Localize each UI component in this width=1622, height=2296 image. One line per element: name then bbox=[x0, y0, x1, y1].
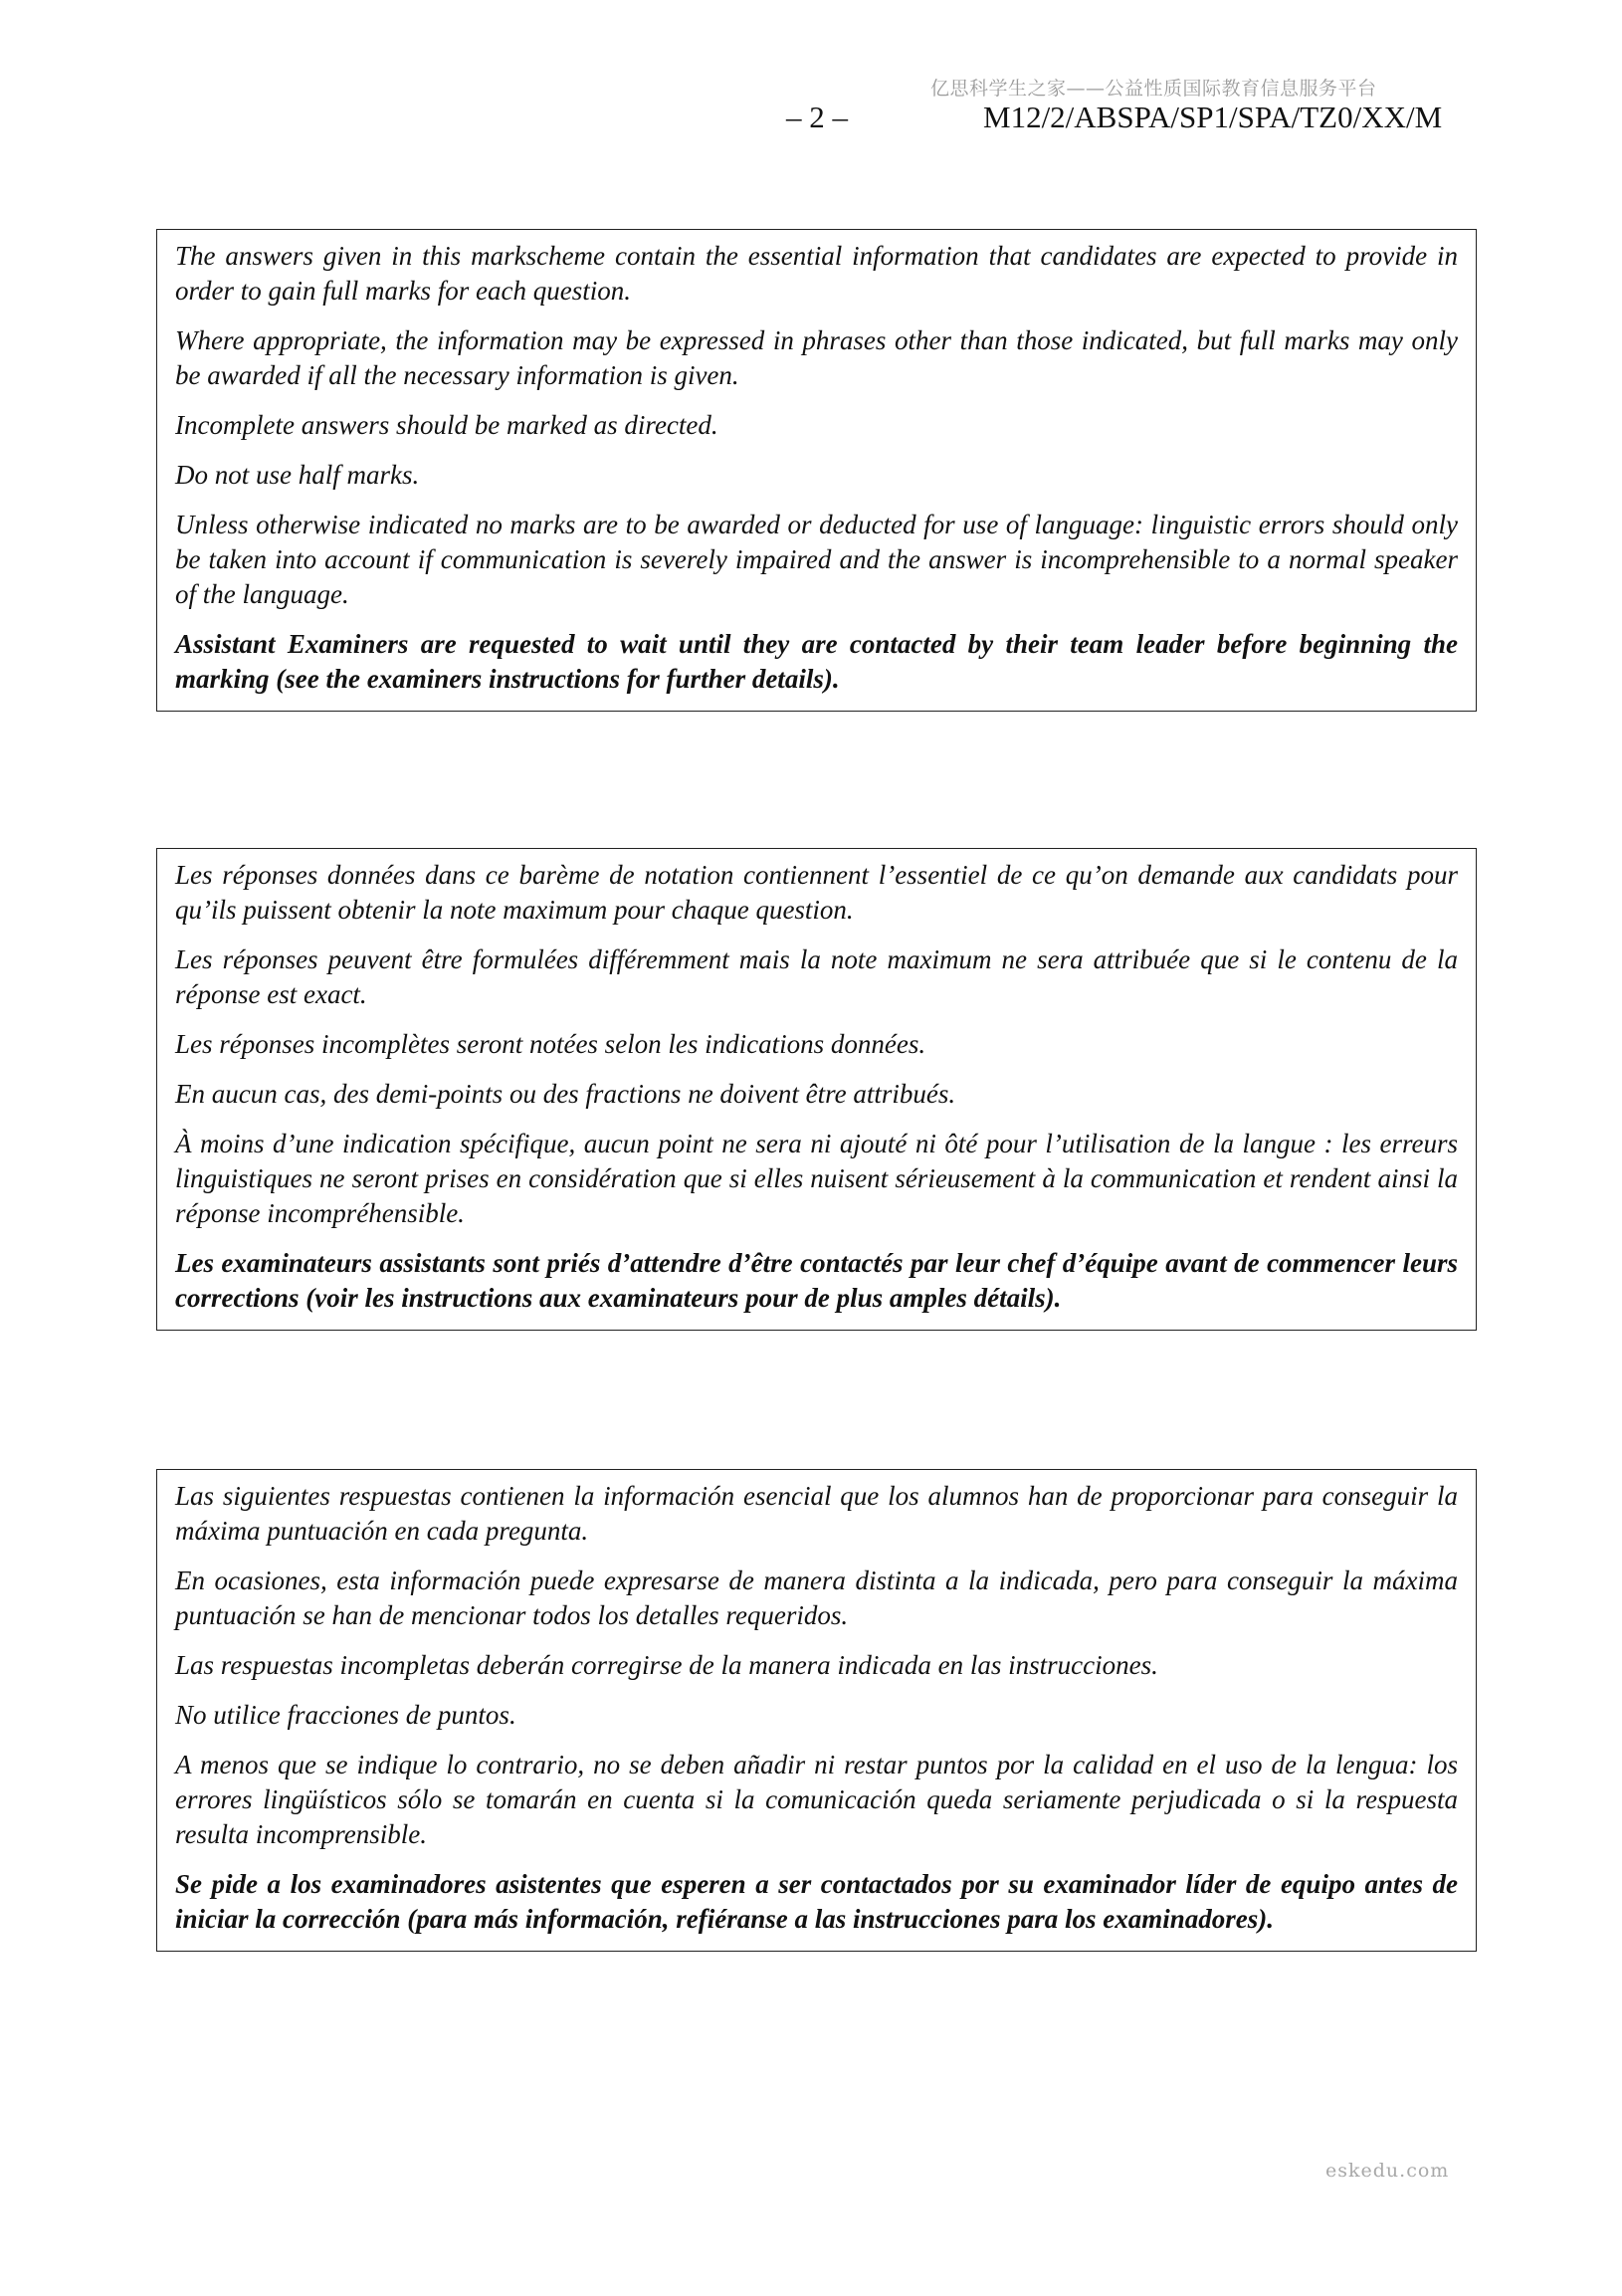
spanish-paragraph-4: No utilice fracciones de puntos. bbox=[175, 1700, 516, 1730]
french-paragraph-5: À moins d’une indication spécifique, aucun point ne sera ni ajouté ni ôté pour l’utilisation de la langue : les erreurs linguistiques ne seront prises en considération que si elles nuisent sérieusement à la communication et rendent ainsi la réponse incompréhensible. bbox=[175, 1129, 1458, 1228]
english-paragraph-3: Incomplete answers should be marked as directed. bbox=[175, 410, 718, 440]
english-paragraph-1: The answers given in this markscheme contain the essential information that candidates are expected to provide in order to gain full marks for each question. bbox=[175, 241, 1458, 306]
french-paragraph-2: Les réponses peuvent être formulées différemment mais la note maximum ne sera attribuée que si le contenu de la réponse est exact. bbox=[175, 944, 1458, 1009]
french-instructions-box bbox=[156, 848, 1477, 1331]
english-paragraph-4: Do not use half marks. bbox=[175, 460, 420, 490]
french-examiner-note: Les examinateurs assistants sont priés d’attendre d’être contactés par leur chef d’équipe avant de commencer leurs corrections (voir les instructions aux examinateurs pour de plus amples détails). bbox=[175, 1248, 1458, 1313]
page-number: – 2 – bbox=[786, 100, 848, 134]
spanish-paragraph-5: A menos que se indique lo contrario, no se deben añadir ni restar puntos por la calidad en el uso de la lengua: los errores lingüísticos sólo se tomarán en cuenta si la comunicación queda seriamente perjudicada o si la respuesta resulta incomprensible. bbox=[175, 1750, 1458, 1849]
header-watermark: 亿思科学生之家——公益性质国际教育信息服务平台 bbox=[930, 78, 1377, 100]
french-paragraph-3: Les réponses incomplètes seront notées selon les indications données. bbox=[175, 1029, 926, 1059]
spanish-paragraph-1: Las siguientes respuestas contienen la información esencial que los alumnos han de proporcionar para conseguir la máxima puntuación en cada pregunta. bbox=[175, 1481, 1458, 1546]
french-paragraph-1: Les réponses données dans ce barème de notation contiennent l’essentiel de ce qu’on demande aux candidats pour qu’ils puissent obtenir la note maximum pour chaque question. bbox=[175, 860, 1458, 925]
english-instructions-box bbox=[156, 229, 1477, 712]
spanish-paragraph-3: Las respuestas incompletas deberán corregirse de la manera indicada en las instrucciones. bbox=[175, 1650, 1158, 1680]
spanish-examiner-note: Se pide a los examinadores asistentes que esperen a ser contactados por su examinador líder de equipo antes de iniciar la corrección (para más información, refiéranse a las instrucciones para los examinadores). bbox=[175, 1869, 1458, 1934]
english-paragraph-2: Where appropriate, the information may be expressed in phrases other than those indicated, but full marks may only be awarded if all the necessary information is given. bbox=[175, 325, 1458, 390]
spanish-paragraph-2: En ocasiones, esta información puede expresarse de manera distinta a la indicada, pero para conseguir la máxima puntuación se han de mencionar todos los detalles requeridos. bbox=[175, 1565, 1458, 1630]
english-examiner-note: Assistant Examiners are requested to wait until they are contacted by their team leader before beginning the marking (see the examiners instructions for further details). bbox=[175, 629, 1458, 694]
footer-watermark: eskedu.com bbox=[1325, 2160, 1450, 2182]
english-paragraph-5: Unless otherwise indicated no marks are to be awarded or deducted for use of language: linguistic errors should only be taken into account if communication is severely impaired and the answer is incomprehensible to a normal speaker of the language. bbox=[175, 510, 1458, 609]
document-code: M12/2/ABSPA/SP1/SPA/TZ0/XX/M bbox=[983, 100, 1443, 134]
french-paragraph-4: En aucun cas, des demi-points ou des fractions ne doivent être attribués. bbox=[175, 1079, 956, 1109]
spanish-instructions-box bbox=[156, 1469, 1477, 1952]
